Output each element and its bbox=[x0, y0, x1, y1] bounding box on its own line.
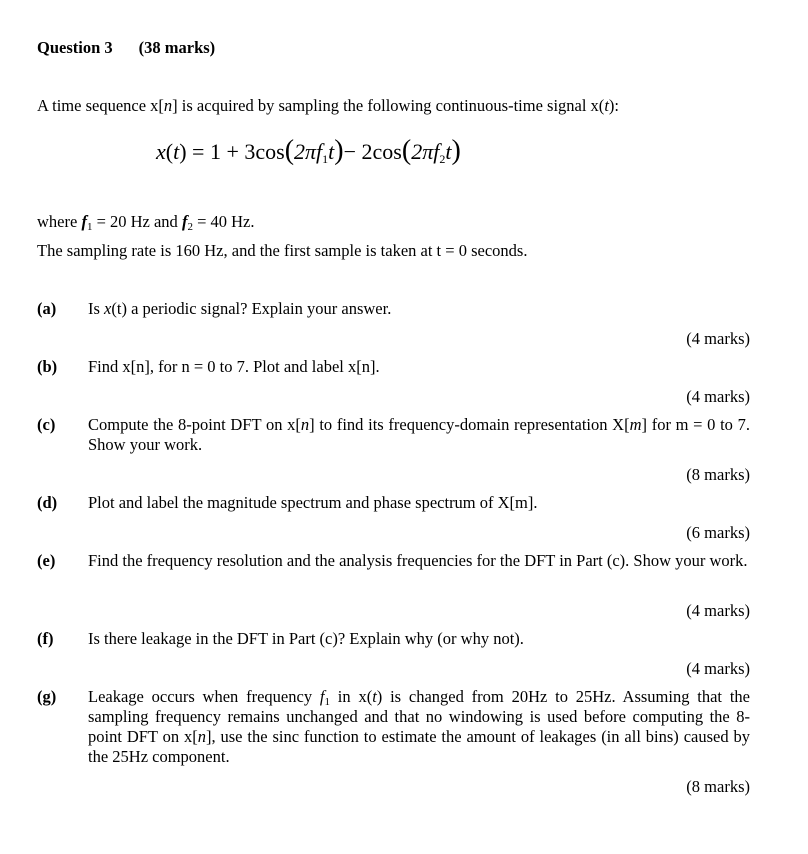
part-b-text: Find x[n], for n = 0 to 7. Plot and label x[n]. bbox=[88, 357, 380, 376]
part-g-post: ], use the sinc function to estimate the amount of leakages (in all bins) caused by the 25Hz component. bbox=[88, 727, 750, 766]
intro-mid: ] is acquired by sampling the following continuous-time signal x( bbox=[172, 96, 605, 115]
eq-constant-terms: = 1 + 3 bbox=[192, 139, 256, 164]
part-b-label: (b) bbox=[37, 357, 58, 376]
part-c-marks: (8 marks) bbox=[686, 465, 750, 484]
intro-n: n bbox=[163, 96, 173, 115]
eq-sub-2: 2 bbox=[439, 152, 446, 166]
part-g-mid2: ) is changed from 20Hz to 25Hz. Assuming that the sampling frequency remains unchanged and that no windowing is used before computing the 8-point DFT on x[ bbox=[88, 687, 750, 746]
part-e-text: Find the frequency resolution and the analysis frequencies for the DFT in Part (c). Show your work. bbox=[88, 551, 748, 570]
part-g-f: f bbox=[319, 687, 325, 706]
question-title bbox=[37, 38, 215, 58]
part-c-n: n bbox=[300, 415, 310, 434]
eq-lhs: x bbox=[156, 139, 166, 164]
where-pre: where bbox=[37, 212, 82, 231]
part-g-f-sub: 1 bbox=[324, 696, 330, 708]
part-g-label: (g) bbox=[37, 687, 57, 706]
sampling-line: The sampling rate is 160 Hz, and the first sample is taken at t = 0 seconds. bbox=[37, 241, 528, 260]
part-a-post: (t) a periodic signal? Explain your answer. bbox=[111, 299, 392, 318]
intro-post: ): bbox=[608, 96, 619, 115]
part-c-post: ] for m = 0 to 7. Show your work. bbox=[88, 415, 750, 454]
eq-cos-1: cos bbox=[255, 139, 285, 164]
eq-t-2: t bbox=[445, 139, 452, 164]
part-b-marks: (4 marks) bbox=[686, 387, 750, 406]
intro-text bbox=[37, 96, 757, 116]
question-total-marks: (38 marks) bbox=[138, 38, 216, 57]
intro-t: t bbox=[604, 96, 609, 115]
part-a-marks: (4 marks) bbox=[686, 329, 750, 348]
part-c-text bbox=[88, 415, 750, 455]
part-d-text: Plot and label the magnitude spectrum and phase spectrum of X[m]. bbox=[88, 493, 538, 512]
part-g-n: n bbox=[197, 727, 206, 746]
part-f-marks: (4 marks) bbox=[686, 659, 750, 678]
part-a-pre: Is bbox=[88, 299, 105, 318]
eq-sub-1: 1 bbox=[322, 152, 329, 166]
part-c-pre: Compute the 8-point DFT on x[ bbox=[88, 415, 301, 434]
part-e-label: (e) bbox=[37, 551, 56, 570]
part-g-marks: (8 marks) bbox=[686, 777, 750, 796]
part-g-t: t bbox=[372, 687, 377, 706]
part-f-text: Is there leakage in the DFT in Part (c)? Explain why (or why not). bbox=[88, 629, 524, 648]
part-a-label: (a) bbox=[37, 299, 57, 318]
intro-pre: A time sequence x[ bbox=[37, 96, 164, 115]
eq-two-pi-f-1: 2πf bbox=[294, 139, 323, 164]
eq-minus-two: − 2 bbox=[343, 139, 373, 164]
where-f1-sub: 1 bbox=[86, 221, 93, 233]
part-a-text bbox=[88, 299, 750, 319]
where-line bbox=[37, 212, 254, 232]
part-d-marks: (6 marks) bbox=[686, 523, 750, 542]
part-c-label: (c) bbox=[37, 415, 56, 434]
part-g-text bbox=[88, 687, 750, 767]
part-g-pre: Leakage occurs when frequency bbox=[88, 687, 320, 706]
part-c-mid: ] to find its frequency-domain representation X[ bbox=[309, 415, 630, 434]
eq-two-pi-f-2: 2πf bbox=[411, 139, 440, 164]
part-g-mid1: in x( bbox=[329, 687, 373, 706]
where-f2-value: = 40 Hz. bbox=[192, 212, 255, 231]
eq-cos-2: cos bbox=[372, 139, 402, 164]
eq-lhs-arg: t bbox=[173, 139, 180, 164]
question-number: Question 3 bbox=[37, 38, 113, 57]
part-e-marks: (4 marks) bbox=[686, 601, 750, 620]
where-f1: f bbox=[81, 212, 87, 231]
eq-t-1: t bbox=[328, 139, 335, 164]
where-f1-value: = 20 Hz and bbox=[92, 212, 182, 231]
where-f2: f bbox=[181, 212, 188, 231]
signal-equation: $x(t) = 1 + 3\cos(2\pi f_1t)- 2\cos(2\pi f_2t)$ bbox=[156, 135, 461, 166]
where-f2-sub: 2 bbox=[187, 221, 193, 233]
part-f-label: (f) bbox=[37, 629, 54, 648]
part-a-x: x bbox=[104, 299, 112, 318]
part-d-label: (d) bbox=[37, 493, 58, 512]
part-c-m: m bbox=[629, 415, 642, 434]
